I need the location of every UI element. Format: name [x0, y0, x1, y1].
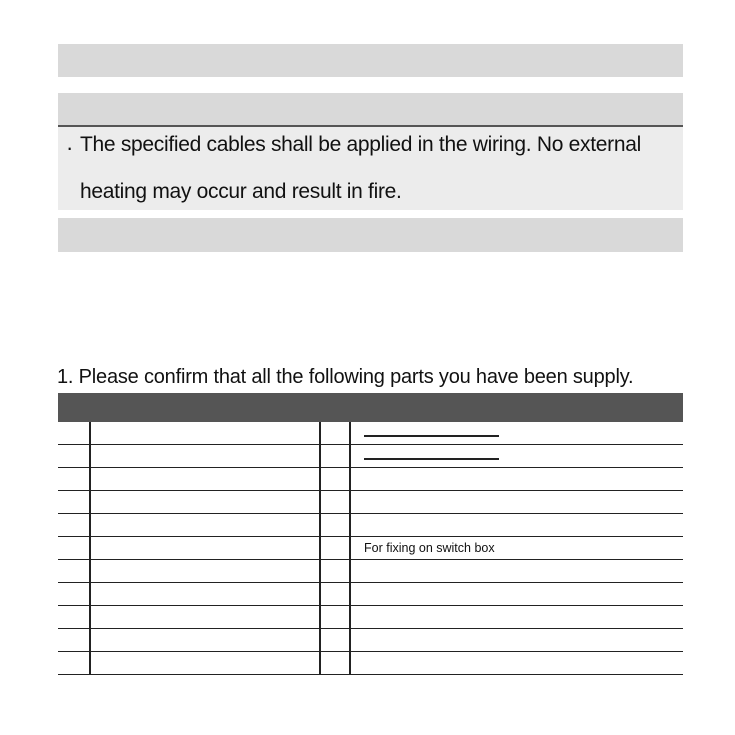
column-divider	[349, 652, 351, 674]
column-divider	[349, 560, 351, 582]
column-divider	[89, 445, 91, 467]
table-row	[58, 468, 683, 491]
column-divider	[89, 514, 91, 536]
parts-table-header	[58, 393, 683, 422]
column-divider	[89, 537, 91, 559]
column-divider	[89, 491, 91, 513]
column-divider	[349, 514, 351, 536]
column-divider	[319, 422, 321, 444]
column-divider	[319, 468, 321, 490]
table-row	[58, 560, 683, 583]
column-divider	[89, 629, 91, 651]
column-divider	[319, 445, 321, 467]
column-divider	[319, 491, 321, 513]
column-divider	[349, 537, 351, 559]
column-divider	[89, 652, 91, 674]
column-divider	[319, 606, 321, 628]
column-divider	[319, 583, 321, 605]
warning-text-line-1: The specified cables shall be applied in the wiring. No external	[80, 133, 641, 156]
table-row	[58, 514, 683, 537]
table-row	[58, 422, 683, 445]
column-divider	[319, 560, 321, 582]
warning-text-line-2: heating may occur and result in fire.	[80, 180, 402, 203]
blank-underline	[364, 435, 499, 437]
column-divider	[349, 583, 351, 605]
table-row	[58, 583, 683, 606]
warning-note	[58, 127, 683, 210]
column-divider	[89, 468, 91, 490]
column-divider	[89, 560, 91, 582]
remark-cell: For fixing on switch box	[364, 541, 495, 555]
table-row	[58, 606, 683, 629]
warning-header-bar	[58, 93, 683, 127]
parts-table	[58, 422, 683, 675]
column-divider	[319, 537, 321, 559]
column-divider	[349, 629, 351, 651]
column-divider	[349, 422, 351, 444]
section-footer-bar	[58, 218, 683, 252]
table-row	[58, 652, 683, 675]
bullet-icon: ·	[66, 135, 74, 160]
parts-intro-text: 1. Please confirm that all the following parts you have been supply.	[57, 366, 634, 388]
column-divider	[349, 606, 351, 628]
section-header-bar	[58, 44, 683, 77]
table-row	[58, 491, 683, 514]
column-divider	[89, 583, 91, 605]
table-row	[58, 629, 683, 652]
column-divider	[319, 652, 321, 674]
blank-underline	[364, 458, 499, 460]
column-divider	[89, 422, 91, 444]
column-divider	[349, 468, 351, 490]
column-divider	[89, 606, 91, 628]
column-divider	[319, 514, 321, 536]
column-divider	[349, 491, 351, 513]
column-divider	[319, 629, 321, 651]
table-row	[58, 537, 683, 560]
table-row	[58, 445, 683, 468]
column-divider	[349, 445, 351, 467]
